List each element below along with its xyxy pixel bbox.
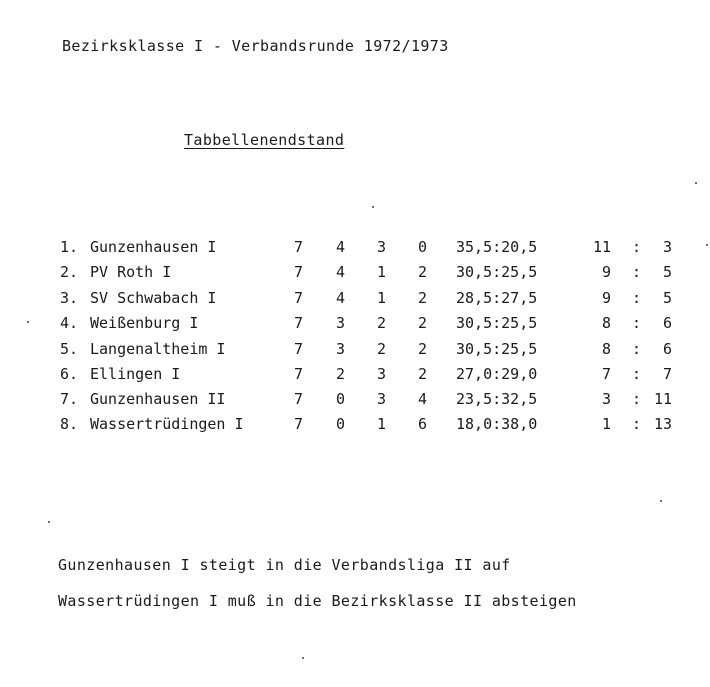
promotion-note: Gunzenhausen I steigt in die Verbandsliga II auf: [58, 556, 511, 574]
rank-cell: 3.: [60, 289, 79, 307]
paper-speck: [27, 321, 29, 323]
won-cell: 4: [336, 263, 346, 281]
points-for-cell: 8: [601, 340, 611, 358]
games-cell: 7: [294, 340, 304, 358]
points-colon: :: [632, 263, 642, 281]
relegation-note: Wassertrüdingen I muß in die Bezirksklasse II absteigen: [58, 592, 577, 610]
team-cell: Gunzenhausen I: [90, 238, 217, 256]
team-cell: PV Roth I: [90, 263, 172, 281]
points-against-cell: 5: [662, 263, 672, 281]
won-cell: 0: [336, 415, 346, 433]
draw-cell: 1: [377, 263, 387, 281]
games-cell: 7: [294, 365, 304, 383]
rank-cell: 6.: [60, 365, 79, 383]
games-cell: 7: [294, 390, 304, 408]
team-cell: Wassertrüdingen I: [90, 415, 244, 433]
points-colon: :: [632, 340, 642, 358]
points-for-cell: 8: [601, 314, 611, 332]
table-row: [0, 314, 710, 338]
paper-speck: [706, 244, 708, 246]
points-colon: :: [632, 314, 642, 332]
lost-cell: 0: [418, 238, 428, 256]
points-against-cell: 5: [662, 289, 672, 307]
team-cell: Langenaltheim I: [90, 340, 226, 358]
board-points-cell: 28,5:27,5: [456, 289, 538, 307]
points-colon: :: [632, 415, 642, 433]
points-for-cell: 11: [592, 238, 611, 256]
games-cell: 7: [294, 238, 304, 256]
draw-cell: 3: [377, 365, 387, 383]
rank-cell: 4.: [60, 314, 79, 332]
board-points-cell: 23,5:32,5: [456, 390, 538, 408]
team-cell: Gunzenhausen II: [90, 390, 226, 408]
points-against-cell: 13: [653, 415, 672, 433]
board-points-cell: 35,5:20,5: [456, 238, 538, 256]
table-row: [0, 289, 710, 313]
points-for-cell: 7: [601, 365, 611, 383]
team-cell: Weißenburg I: [90, 314, 199, 332]
team-cell: Ellingen I: [90, 365, 181, 383]
won-cell: 4: [336, 238, 346, 256]
lost-cell: 2: [418, 289, 428, 307]
table-row: [0, 340, 710, 364]
board-points-cell: 27,0:29,0: [456, 365, 538, 383]
table-row: [0, 238, 710, 262]
standings-subtitle: Tabbellenendstand: [184, 131, 345, 149]
table-row: [0, 365, 710, 389]
games-cell: 7: [294, 263, 304, 281]
points-against-cell: 6: [662, 314, 672, 332]
paper-speck: [302, 657, 304, 659]
draw-cell: 1: [377, 289, 387, 307]
games-cell: 7: [294, 415, 304, 433]
points-for-cell: 1: [601, 415, 611, 433]
table-row: [0, 415, 710, 439]
lost-cell: 2: [418, 340, 428, 358]
rank-cell: 1.: [60, 238, 79, 256]
board-points-cell: 30,5:25,5: [456, 314, 538, 332]
draw-cell: 3: [377, 238, 387, 256]
draw-cell: 2: [377, 314, 387, 332]
won-cell: 2: [336, 365, 346, 383]
rank-cell: 7.: [60, 390, 79, 408]
points-for-cell: 9: [601, 289, 611, 307]
lost-cell: 4: [418, 390, 428, 408]
points-colon: :: [632, 365, 642, 383]
board-points-cell: 30,5:25,5: [456, 340, 538, 358]
points-colon: :: [632, 238, 642, 256]
table-row: [0, 263, 710, 287]
points-for-cell: 9: [601, 263, 611, 281]
lost-cell: 2: [418, 365, 428, 383]
team-cell: SV Schwabach I: [90, 289, 217, 307]
points-against-cell: 11: [653, 390, 672, 408]
paper-speck: [48, 521, 50, 523]
points-for-cell: 3: [601, 390, 611, 408]
board-points-cell: 18,0:38,0: [456, 415, 538, 433]
points-colon: :: [632, 390, 642, 408]
rank-cell: 2.: [60, 263, 79, 281]
draw-cell: 3: [377, 390, 387, 408]
document-title: Bezirksklasse I - Verbandsrunde 1972/1973: [62, 37, 449, 55]
draw-cell: 2: [377, 340, 387, 358]
lost-cell: 2: [418, 263, 428, 281]
lost-cell: 6: [418, 415, 428, 433]
won-cell: 3: [336, 340, 346, 358]
games-cell: 7: [294, 314, 304, 332]
won-cell: 4: [336, 289, 346, 307]
points-colon: :: [632, 289, 642, 307]
points-against-cell: 3: [662, 238, 672, 256]
paper-speck: [695, 182, 697, 184]
lost-cell: 2: [418, 314, 428, 332]
draw-cell: 1: [377, 415, 387, 433]
points-against-cell: 6: [662, 340, 672, 358]
points-against-cell: 7: [662, 365, 672, 383]
paper-speck: [372, 206, 374, 208]
games-cell: 7: [294, 289, 304, 307]
won-cell: 0: [336, 390, 346, 408]
won-cell: 3: [336, 314, 346, 332]
paper-speck: [660, 500, 662, 502]
table-row: [0, 390, 710, 414]
rank-cell: 8.: [60, 415, 79, 433]
rank-cell: 5.: [60, 340, 79, 358]
board-points-cell: 30,5:25,5: [456, 263, 538, 281]
